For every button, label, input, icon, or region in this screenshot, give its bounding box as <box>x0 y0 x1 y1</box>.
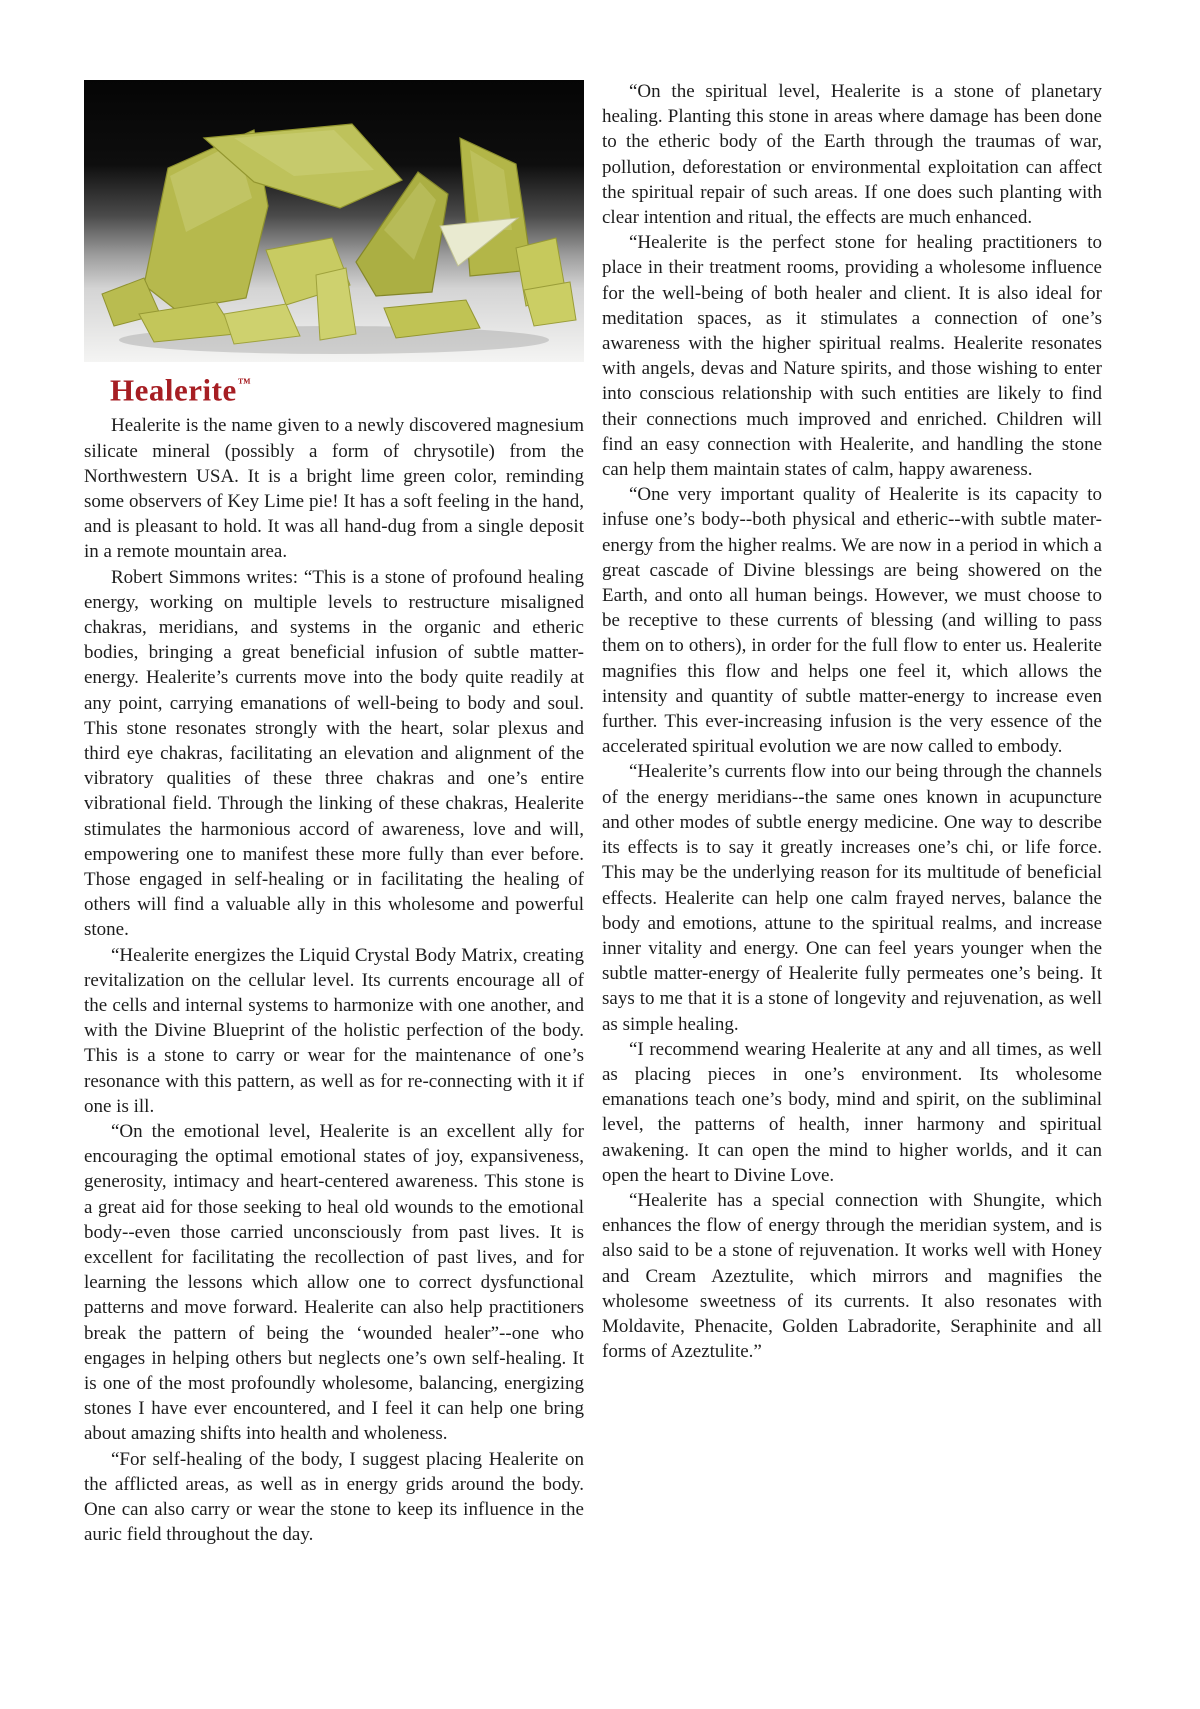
paragraph-robert-simmons: Robert Simmons writes: “This is a stone of profound healing energy, working on multiple levels to restructure misaligned chakras, meridians, and systems in the organic and etheric bodies, bringing a great beneficial infusion of subtle matter-energy. Healerite’s currents move into the body quite readily at any point, carrying emanations of well-being to body and soul. This stone resonates strongly with the heart, solar plexus and third eye chakras, facilitating an elevation and alignment of the vibratory qualities of these three chakras and one’s entire vibrational field. Through the linking of these chakras, Healerite stimulates the harmonious accord of awareness, love and will, empowering one to manifest these more fully than ever before. Those engaged in self-healing or in facilitating the healing of others will find a valuable ally in this wholesome and powerful stone. <box>84 566 584 941</box>
paragraph-meridians: “Healerite’s currents flow into our being through the channels of the energy meridians--the same ones known in acupuncture and other modes of subtle energy medicine. One way to describe its effects is to say it greatly increases one’s chi, or life force. This may be the underlying reason for its multitude of beneficial effects. Healerite can help one calm frayed nerves, balance the body and emotions, attune to the spiritual realms, and increase inner vitality and energy. One can feel years younger when the subtle matter-energy of Healerite fully permeates one’s being. It says to me that it is a stone of longevity and rejuvenation, as well as simple healing. <box>602 761 1102 1035</box>
paragraph-shungite: “Healerite has a special connection with Shungite, which enhances the flow of energy through the meridian system, and is also said to be a stone of rejuvenation. It works well with Honey and Cream Azeztulite, which mirrors and magnifies the wholesome sweetness of its currents. It also resonates with Moldavite, Phenacite, Golden Labradorite, Seraphinite and all forms of Azeztulite.” <box>602 1189 1102 1363</box>
paragraph-practitioners: “Healerite is the perfect stone for healing practitioners to place in their treatment rooms, providing a wholesome influence for the well-being of both healer and client. It is also ideal for meditation spaces, as it stimulates a connection of one’s awareness with the higher spiritual realms. Healerite resonates with angels, devas and Nature spirits, and those wishing to enter into conscious relationship with such entities are likely to find their connections much improved and enriched. Children will find an easy connection with Healerite, and handling the stone can help them maintain states of calm, happy awareness. <box>602 232 1102 481</box>
paragraph-infuse-body: “One very important quality of Healerite is its capacity to infuse one’s body--both physical and etheric--with subtle mater-energy from the higher realms. We are now in a period in which a great cascade of Divine blessings are being showered on the Earth, and onto all human beings. However, we must choose to be receptive to these currents of blessing (and willing to pass them on to others), in order for the full flow to enter us. Healerite magnifies this flow and helps one feel it, which allows the intensity and quantity of subtle matter-energy to increase even further. This ever-increasing infusion is the very essence of the accelerated spiritual evolution we are now called to embody. <box>602 484 1102 758</box>
paragraph-recommend: “I recommend wearing Healerite at any and all times, as well as placing pieces in one’s environment. Its wholesome emanations teach one’s body, mind and spirit, on the subliminal level, the patterns of health, inner harmony and spiritual awakening. It can open the mind to higher worlds, and it can open the heart to Divine Love. <box>602 1038 1102 1186</box>
paragraph-spiritual-level: “On the spiritual level, Healerite is a stone of planetary healing. Planting this stone in areas where damage has been done to the etheric body of the Earth through the traumas of war, pollution, deforestation or environmental exploitation can affect the spiritual repair of such areas. If one does such planting with clear intention and ritual, the effects are much enhanced. <box>602 81 1102 229</box>
paragraph-liquid-crystal: “Healerite energizes the Liquid Crystal Body Matrix, creating revitalization on the cellular level. Its currents encourage all of the cells and internal systems to harmonize with one another, and with the Divine Blueprint of the holistic perfection of the body. This is a stone to carry or wear for the maintenance of one’s resonance with this pattern, as well as for re-connecting with it if one is ill. <box>84 944 584 1117</box>
paragraph-intro: Healerite is the name given to a newly discovered magnesium silicate mineral (possibly a form of chrysotile) from the Northwestern USA. It is a bright lime green color, reminding some observers of Key Lime pie! It has a soft feeling in the hand, and is pleasant to hold. It was all hand-dug from a single deposit in a remote mountain area. <box>84 415 584 563</box>
healerite-stones-photo <box>84 80 584 362</box>
title-text: Healerite <box>110 372 237 408</box>
left-column <box>84 80 584 1547</box>
trademark-symbol: ™ <box>237 375 252 390</box>
paragraph-emotional-level: “On the emotional level, Healerite is an excellent ally for encouraging the optimal emotional states of joy, expansiveness, generosity, intimacy and heart-centered awareness. This stone is a great aid for those seeking to heal old wounds to the emotional body--even those carried unconsciously from past lives. It is excellent for facilitating the recollection of past lives, and for learning the lessons which allow one to correct dysfunctional patterns and move forward. Healerite can also help practitioners break the pattern of being the ‘wounded healer”--one who engages in helping others but neglects one’s own self-healing. It is one of the most profoundly wholesome, balancing, energizing stones I have ever encountered, and I feel it can help one bring about amazing shifts into health and wholeness. <box>84 1121 584 1445</box>
page-title <box>84 368 584 407</box>
paragraph-self-healing: “For self-healing of the body, I suggest placing Healerite on the afflicted areas, as well as in energy grids around the body. One can also carry or wear the stone to keep its influence in the auric field throughout the day. <box>84 1448 584 1546</box>
right-column <box>602 79 1102 1364</box>
